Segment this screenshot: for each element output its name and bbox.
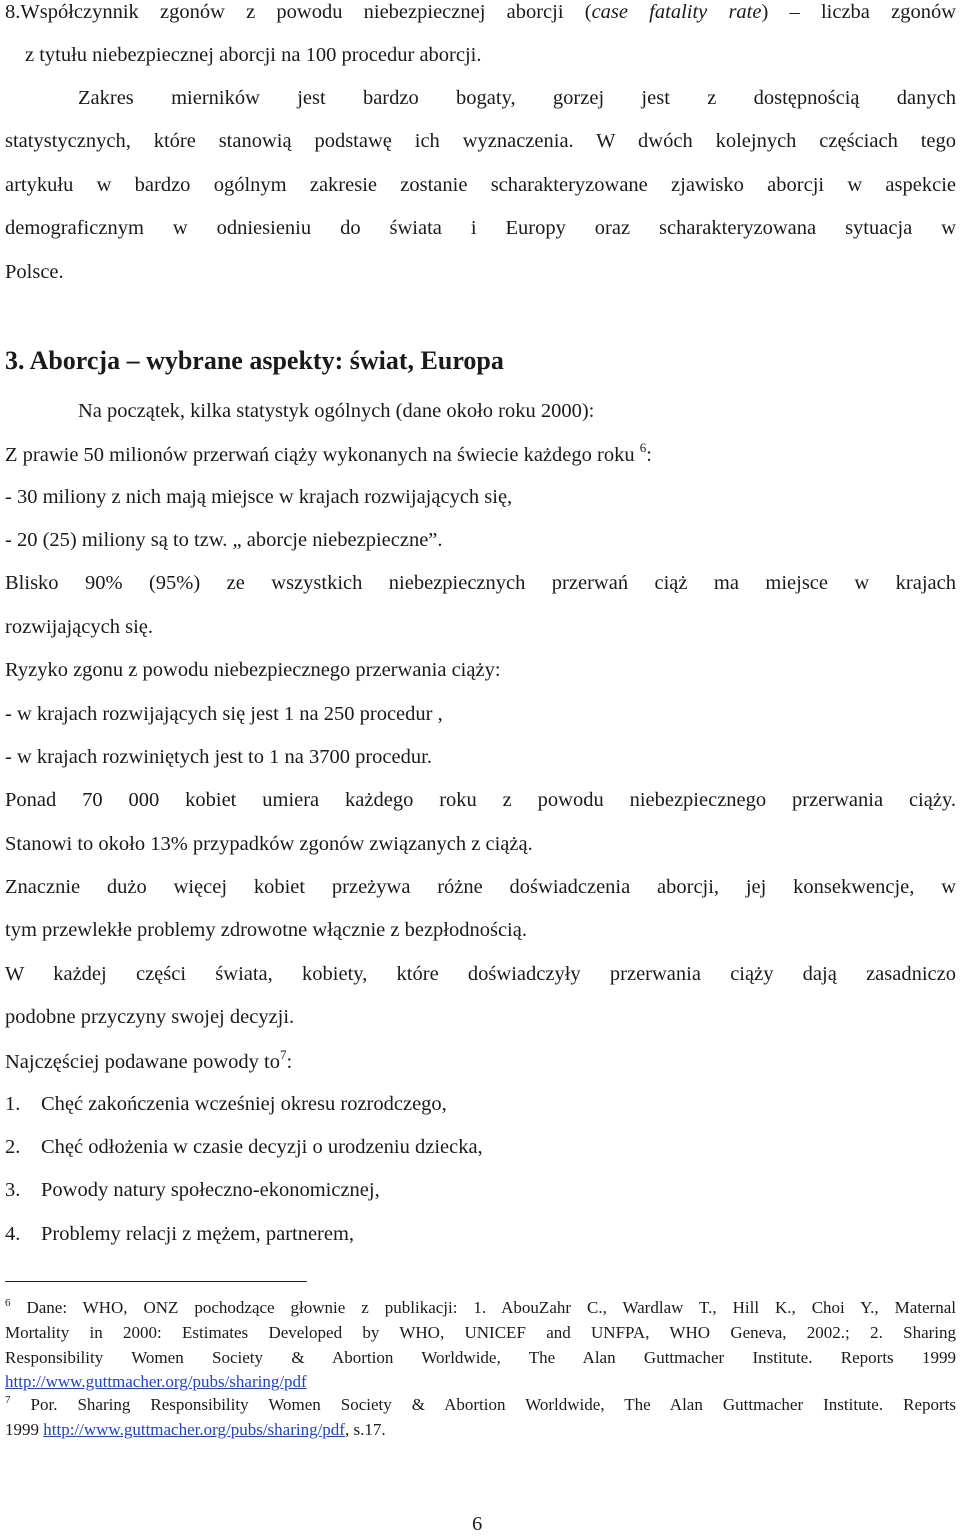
section-heading: 3. Aborcja – wybrane aspekty: świat, Europa <box>5 346 504 375</box>
list-item-number: 2. <box>5 1136 21 1158</box>
list-item-text: Chęć zakończenia wcześniej okresu rozrodczego, <box>41 1093 447 1115</box>
list-item-number: 1. <box>5 1093 21 1115</box>
intro-line-4: statystycznych, które stanowią podstawę ich wyznaczenia. W dwóch kolejnych częściach tego <box>5 130 956 152</box>
section-text: : <box>286 1051 293 1073</box>
section-line-15: podobne przyczyny swojej decyzji. <box>5 1006 295 1028</box>
intro-line-1 <box>5 2 956 25</box>
section-line-16 <box>5 1048 292 1073</box>
page-number: 6 <box>472 1513 483 1535</box>
list-item <box>5 1180 380 1201</box>
section-line-11: Stanowi to około 13% przypadków zgonów związanych z ciążą. <box>5 833 533 855</box>
footnote-6-line-3: Responsibility Women Society & Abortion Worldwide, The Alan Guttmacher Institute. Reports 1999 <box>5 1348 956 1367</box>
section-text: : <box>646 444 652 466</box>
section-line-2 <box>5 441 652 466</box>
section-line-3: - 30 miliony z nich mają miejsce w krajach rozwijających się, <box>5 486 513 508</box>
intro-line-2: z tytułu niebezpiecznej aborcji na 100 procedur aborcji. <box>25 44 482 66</box>
footnote-7-line-1 <box>5 1395 956 1414</box>
footnote-7-link[interactable]: http://www.guttmacher.org/pubs/sharing/pdf <box>43 1420 345 1439</box>
list-item-number: 4. <box>5 1223 21 1245</box>
list-item <box>5 1137 483 1158</box>
intro-line-5: artykułu w bardzo ogólnym zakresie zostanie scharakteryzowane zjawisko aborcji w aspekcie <box>5 174 956 196</box>
footnote-text: Por. Sharing Responsibility Women Society & Abortion Worldwide, The Alan Guttmacher Institute. Reports <box>10 1395 956 1414</box>
section-line-12: Znacznie dużo więcej kobiet przeżywa różne doświadczenia aborcji, jej konsekwencje, w <box>5 876 956 898</box>
section-line-4: - 20 (25) miliony są to tzw. „ aborcje niebezpieczne”. <box>5 529 443 551</box>
list-item <box>5 1094 447 1115</box>
footnote-number: 7 <box>5 1394 11 1406</box>
footnote-6-line-4 <box>5 1373 307 1390</box>
footnote-7-line-2 <box>5 1421 386 1438</box>
footnote-text: Dane: WHO, ONZ pochodzące głownie z publikacji: 1. AbouZahr C., Wardlaw T., Hill K., Choi Y., Maternal <box>10 1298 956 1317</box>
footnote-separator <box>5 1281 307 1282</box>
section-line-7: Ryzyko zgonu z powodu niebezpiecznego przerwania ciąży: <box>5 659 501 681</box>
intro-line-6: demograficznym w odniesieniu do świata i Europy oraz scharakteryzowana sytuacja w <box>5 217 956 239</box>
intro-italic-term: case fatality rate <box>591 1 762 23</box>
section-line-14: W każdej części świata, kobiety, które doświadczyły przerwania ciąży dają zasadniczo <box>5 963 956 985</box>
footnote-6-line-1 <box>5 1298 956 1317</box>
section-line-10: Ponad 70 000 kobiet umiera każdego roku z powodu niebezpiecznego przerwania ciąży. <box>5 789 956 811</box>
section-line-5: Blisko 90% (95%) ze wszystkich niebezpiecznych przerwań ciąż ma miejsce w krajach <box>5 572 956 594</box>
list-item <box>5 1224 354 1245</box>
section-line-13: tym przewlekłe problemy zdrowotne włącznie z bezpłodnością. <box>5 919 527 941</box>
intro-line-3: Zakres mierników jest bardzo bogaty, gorzej jest z dostępnością danych <box>78 87 956 109</box>
section-text: Najczęściej podawane powody to <box>5 1051 280 1073</box>
footnote-number: 6 <box>5 1297 11 1309</box>
footnote-6-link[interactable]: http://www.guttmacher.org/pubs/sharing/pdf <box>5 1372 307 1391</box>
footnote-text: 1999 <box>5 1420 44 1439</box>
list-item-text: Chęć odłożenia w czasie decyzji o urodzeniu dziecka, <box>41 1136 483 1158</box>
section-text: Z prawie 50 milionów przerwań ciąży wykonanych na świecie każdego roku <box>5 444 640 466</box>
list-item-text: Powody natury społeczno-ekonomicznej, <box>41 1179 380 1201</box>
intro-text: ) – liczba zgonów <box>761 1 956 23</box>
section-line-1: Na początek, kilka statystyk ogólnych (dane około roku 2000): <box>78 400 595 422</box>
section-line-6: rozwijających się. <box>5 616 153 638</box>
footnote-ref-6: 6 <box>639 440 647 455</box>
section-line-8: - w krajach rozwijających się jest 1 na 250 procedur , <box>5 703 443 725</box>
list-item-text: Problemy relacji z mężem, partnerem, <box>41 1223 355 1245</box>
intro-line-7: Polsce. <box>5 261 64 283</box>
section-line-9: - w krajach rozwiniętych jest to 1 na 3700 procedur. <box>5 746 432 768</box>
footnote-text: , s.17. <box>344 1420 386 1439</box>
list-item-number: 3. <box>5 1179 21 1201</box>
footnote-6-line-2: Mortality in 2000: Estimates Developed by WHO, UNICEF and UNFPA, WHO Geneva, 2002.; 2. Sharing <box>5 1323 956 1342</box>
intro-text: 8.Współczynnik zgonów z powodu niebezpiecznej aborcji ( <box>5 1 592 23</box>
footnote-ref-7: 7 <box>279 1047 287 1062</box>
